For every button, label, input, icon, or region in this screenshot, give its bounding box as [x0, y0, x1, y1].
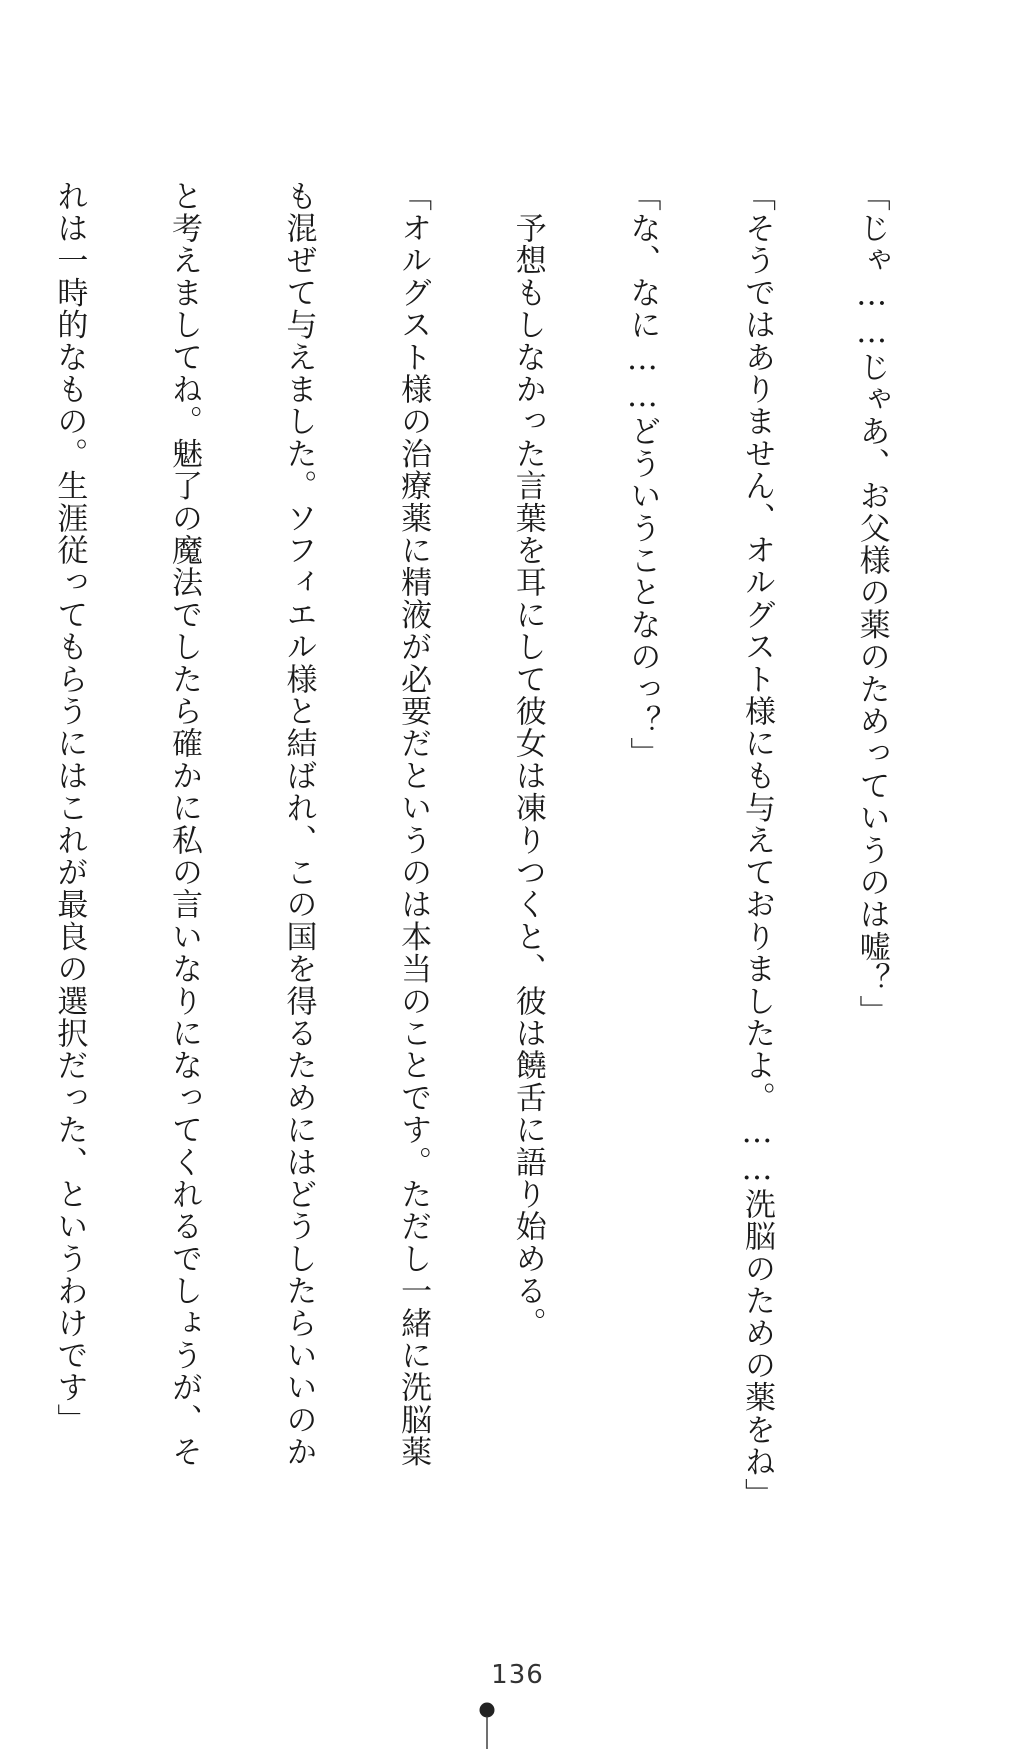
text-line: 「じゃ……じゃあ、お父様の薬のためっていうのは嘘？」	[853, 180, 890, 1028]
text-line: 予想もしなかった言葉を耳にして彼女は凍りつくと、彼は饒舌に語り始める。	[509, 180, 546, 1340]
text-line: 「そうではありません、オルグスト様にも与えておりましたよ。……洗脳のための薬をね」	[738, 180, 775, 1511]
text-line: れは一時的なもの。生涯従ってもらうにはこれが最良の選択だった、というわけです」	[51, 180, 88, 1436]
page-marker-ornament	[478, 1702, 496, 1749]
text-line: と考えましてね。魅了の魔法でしたら確かに私の言いなりになってくれるでしょうが、そ	[165, 180, 202, 1468]
text-line: も混ぜて与えました。ソフィエル様と結ばれ、この国を得るためにはどうしたらいいのか	[280, 180, 317, 1468]
vertical-text-block	[51, 180, 967, 1511]
text-line: 「オルグスト様の治療薬に精液が必要だというのは本当のことです。ただし一緒に洗脳薬	[395, 180, 432, 1468]
text-line: 「な、なに……どういうことなのっ？」	[624, 180, 661, 770]
page-number: 136	[491, 1660, 544, 1690]
